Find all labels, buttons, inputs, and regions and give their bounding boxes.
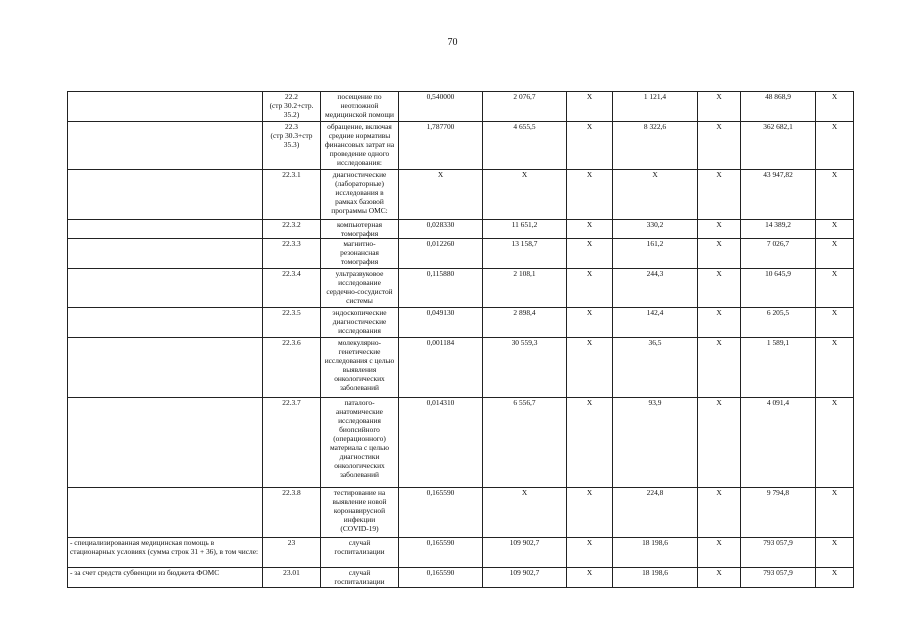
row-x-cell: X — [567, 308, 613, 338]
row-value-cell: 18 198,6 — [613, 568, 698, 588]
row-norm-cell: 0,165590 — [399, 568, 483, 588]
row-value-cell: 18 198,6 — [613, 538, 698, 568]
row-total-cell: 43 947,82 — [741, 170, 816, 220]
row-code-cell: 22.2 (стр 30.2+стр. 35.2) — [263, 92, 321, 122]
row-total-cell: 4 091,4 — [741, 398, 816, 488]
table-row — [68, 308, 854, 338]
row-code-cell: 22.3.6 — [263, 338, 321, 398]
row-total-cell: 10 645,9 — [741, 269, 816, 308]
row-norm-cell: 0,165590 — [399, 488, 483, 538]
row-name-cell: - за счет средств субвенции из бюджета ФОМС — [68, 568, 263, 588]
row-unit-cell: диагностические (лабораторные) исследования в рамках базовой программы ОМС: — [321, 170, 399, 220]
row-x-cell: X — [698, 568, 741, 588]
row-name-cell — [68, 170, 263, 220]
row-name-cell — [68, 398, 263, 488]
row-code-cell: 22.3.2 — [263, 220, 321, 239]
row-code-cell: 22.3.4 — [263, 269, 321, 308]
row-cost-cell: 109 902,7 — [483, 538, 567, 568]
row-x-cell: X — [698, 308, 741, 338]
row-unit-cell: паталого- анатомические исследования биопсийного (операционного) материала с целью диагностики онкологических заболеваний — [321, 398, 399, 488]
row-cost-cell: X — [483, 170, 567, 220]
row-cost-cell: 2 898,4 — [483, 308, 567, 338]
table-row — [68, 538, 854, 568]
row-norm-cell: 0,165590 — [399, 538, 483, 568]
row-total-cell: 793 057,9 — [741, 568, 816, 588]
row-x-cell: X — [698, 170, 741, 220]
table-row — [68, 568, 854, 588]
row-value-cell: 36,5 — [613, 338, 698, 398]
row-cost-cell: 4 655,5 — [483, 122, 567, 170]
row-code-cell: 22.3.5 — [263, 308, 321, 338]
row-name-cell — [68, 269, 263, 308]
row-name-cell — [68, 92, 263, 122]
row-x-cell: X — [816, 269, 854, 308]
row-norm-cell: 0,012260 — [399, 239, 483, 269]
table-row — [68, 488, 854, 538]
page-number: 70 — [447, 37, 458, 48]
row-x-cell: X — [698, 538, 741, 568]
row-x-cell: X — [816, 308, 854, 338]
row-x-cell: X — [816, 398, 854, 488]
row-x-cell: X — [698, 338, 741, 398]
row-x-cell: X — [567, 239, 613, 269]
row-name-cell — [68, 488, 263, 538]
row-x-cell: X — [567, 538, 613, 568]
row-cost-cell: 2 076,7 — [483, 92, 567, 122]
row-name-cell — [68, 308, 263, 338]
row-unit-cell: случай госпитализации — [321, 568, 399, 588]
row-cost-cell: X — [483, 488, 567, 538]
row-code-cell: 22.3.3 — [263, 239, 321, 269]
row-norm-cell: 0,115880 — [399, 269, 483, 308]
row-x-cell: X — [567, 568, 613, 588]
row-value-cell: 161,2 — [613, 239, 698, 269]
row-code-cell: 23 — [263, 538, 321, 568]
row-x-cell: X — [698, 398, 741, 488]
row-value-cell: 224,8 — [613, 488, 698, 538]
row-total-cell: 48 868,9 — [741, 92, 816, 122]
row-value-cell: X — [613, 170, 698, 220]
row-value-cell: 142,4 — [613, 308, 698, 338]
row-x-cell: X — [567, 398, 613, 488]
row-unit-cell: ультразвуковое исследование сердечно-сосудистой системы — [321, 269, 399, 308]
row-unit-cell: магнитно- резонансная томография — [321, 239, 399, 269]
row-code-cell: 23.01 — [263, 568, 321, 588]
row-cost-cell: 2 108,1 — [483, 269, 567, 308]
row-code-cell: 22.3 (стр 30.3+стр 35.3) — [263, 122, 321, 170]
row-x-cell: X — [816, 488, 854, 538]
row-code-cell: 22.3.1 — [263, 170, 321, 220]
row-cost-cell: 109 902,7 — [483, 568, 567, 588]
row-x-cell: X — [567, 269, 613, 308]
row-value-cell: 1 121,4 — [613, 92, 698, 122]
row-name-cell — [68, 338, 263, 398]
row-code-cell: 22.3.7 — [263, 398, 321, 488]
row-norm-cell: 0,028330 — [399, 220, 483, 239]
row-norm-cell: 0,540000 — [399, 92, 483, 122]
row-norm-cell: 0,049130 — [399, 308, 483, 338]
table-row — [68, 122, 854, 170]
row-x-cell: X — [698, 488, 741, 538]
row-x-cell: X — [567, 92, 613, 122]
row-x-cell: X — [567, 122, 613, 170]
row-cost-cell: 13 158,7 — [483, 239, 567, 269]
row-total-cell: 14 389,2 — [741, 220, 816, 239]
row-x-cell: X — [698, 122, 741, 170]
row-x-cell: X — [698, 269, 741, 308]
row-value-cell: 330,2 — [613, 220, 698, 239]
row-x-cell: X — [816, 568, 854, 588]
row-x-cell: X — [698, 239, 741, 269]
row-code-cell: 22.3.8 — [263, 488, 321, 538]
row-name-cell — [68, 220, 263, 239]
row-x-cell: X — [816, 338, 854, 398]
row-norm-cell: 0,014310 — [399, 398, 483, 488]
row-cost-cell: 30 559,3 — [483, 338, 567, 398]
row-total-cell: 1 589,1 — [741, 338, 816, 398]
row-x-cell: X — [567, 338, 613, 398]
table-row — [68, 92, 854, 122]
table-row — [68, 269, 854, 308]
row-norm-cell: X — [399, 170, 483, 220]
row-name-cell — [68, 122, 263, 170]
row-unit-cell: эндоскопические диагностические исследования — [321, 308, 399, 338]
row-name-cell — [68, 239, 263, 269]
row-total-cell: 7 026,7 — [741, 239, 816, 269]
row-cost-cell: 6 556,7 — [483, 398, 567, 488]
table-row — [68, 239, 854, 269]
row-cost-cell: 11 651,2 — [483, 220, 567, 239]
row-x-cell: X — [816, 220, 854, 239]
row-x-cell: X — [816, 92, 854, 122]
table-row — [68, 170, 854, 220]
row-unit-cell: обращение, включая средние нормативы финансовых затрат на проведение одного исследования: — [321, 122, 399, 170]
row-name-cell: - специализированная медицинская помощь в стационарных условиях (сумма строк 31 + 36), в том числе: — [68, 538, 263, 568]
row-unit-cell: посещение по неотложной медицинской помощи — [321, 92, 399, 122]
row-norm-cell: 1,787700 — [399, 122, 483, 170]
financing-table — [67, 91, 854, 588]
row-x-cell: X — [816, 170, 854, 220]
row-total-cell: 6 205,5 — [741, 308, 816, 338]
row-x-cell: X — [816, 239, 854, 269]
row-norm-cell: 0,001184 — [399, 338, 483, 398]
row-total-cell: 362 682,1 — [741, 122, 816, 170]
row-x-cell: X — [698, 92, 741, 122]
row-total-cell: 9 794,8 — [741, 488, 816, 538]
row-unit-cell: случай госпитализации — [321, 538, 399, 568]
row-x-cell: X — [567, 220, 613, 239]
row-value-cell: 244,3 — [613, 269, 698, 308]
row-unit-cell: компьютерная томография — [321, 220, 399, 239]
row-x-cell: X — [816, 538, 854, 568]
row-x-cell: X — [816, 122, 854, 170]
row-value-cell: 8 322,6 — [613, 122, 698, 170]
table-row — [68, 398, 854, 488]
row-unit-cell: молекулярно- генетические исследования с целью выявления онкологических заболеваний — [321, 338, 399, 398]
row-total-cell: 793 057,9 — [741, 538, 816, 568]
table-row — [68, 220, 854, 239]
table-row — [68, 338, 854, 398]
row-x-cell: X — [698, 220, 741, 239]
row-value-cell: 93,9 — [613, 398, 698, 488]
row-x-cell: X — [567, 170, 613, 220]
row-unit-cell: тестирование на выявление новой коронавирусной инфекции (COVID-19) — [321, 488, 399, 538]
row-x-cell: X — [567, 488, 613, 538]
